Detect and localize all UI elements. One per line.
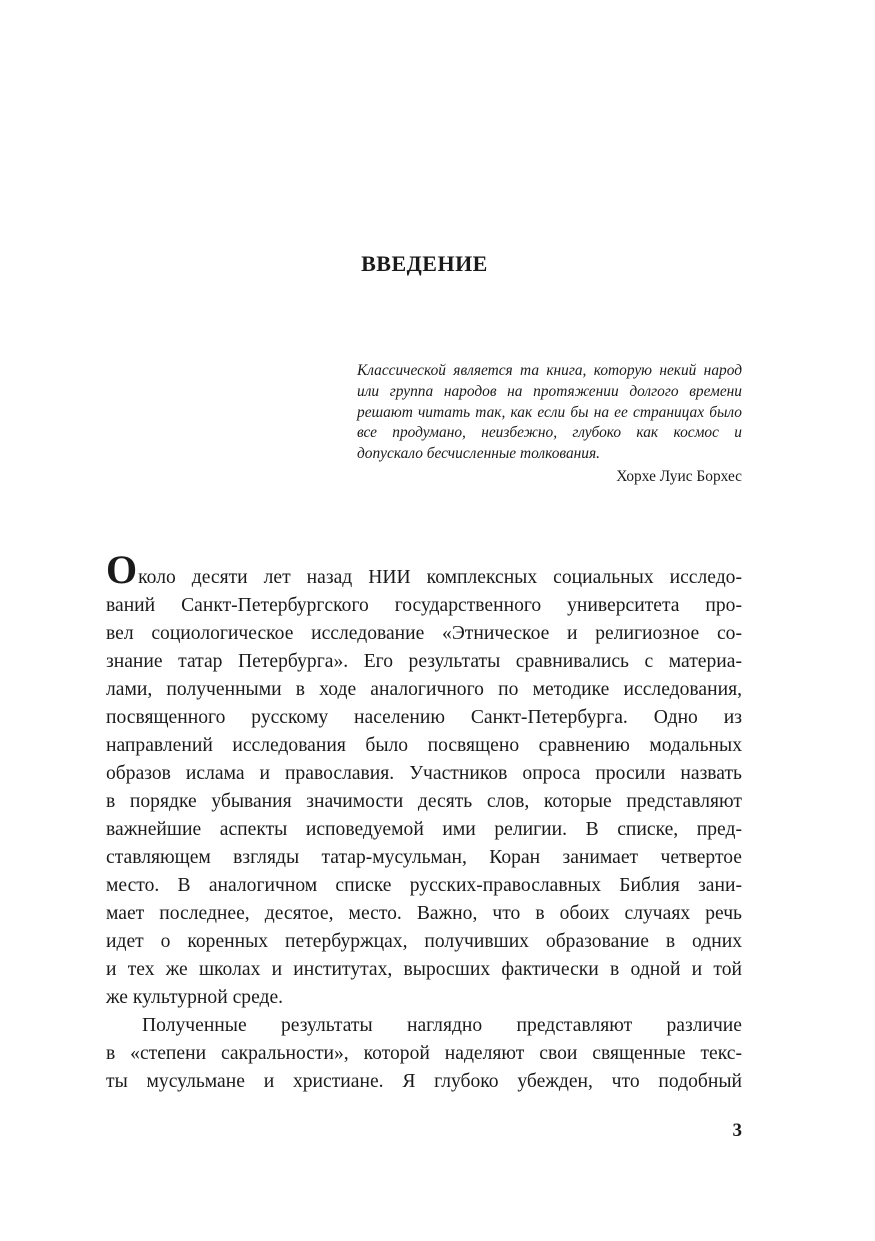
paragraph-line: Полученные результаты наглядно представляют различие [142,1015,742,1036]
page-number: 3 [732,1120,742,1141]
paragraph-line: посвященного русскому населению Санкт-Петербурга. Одно из [106,707,742,728]
paragraph-2 [106,1012,742,1096]
paragraph-line: место. В аналогичном списке русских-православных Библия зани- [106,875,742,896]
epigraph [357,361,742,487]
paragraph-line: лами, полученными в ходе аналогичного по методике исследования, [106,679,742,700]
paragraph-line: образов ислама и православия. Участников опроса просили назвать [106,763,742,784]
body-text [106,547,742,1096]
paragraph-line: мает последнее, десятое, место. Важно, что в обоих случаях речь [106,903,742,924]
paragraph-line: вел социологическое исследование «Этническое и религиозное со- [106,623,742,644]
paragraph-line: знание татар Петербурга». Его результаты сравнивались с материа- [106,651,742,672]
paragraph-line: в порядке убывания значимости десять слов, которые представляют [106,791,742,812]
drop-cap: О [106,547,138,592]
paragraph-line: и тех же школах и институтах, выросших фактически в одной и той [106,959,742,980]
paragraph-line: идет о коренных петербуржцах, получивших образование в одних [106,931,742,952]
paragraph-line: в «степени сакральности», которой наделяют свои священные текс- [106,1043,742,1064]
chapter-title: ВВЕДЕНИЕ [361,251,488,276]
epigraph-quote: Классической является та книга, которую некий народ или группа народов на протяжении долгого времени решают читать так, как если бы на ее страницах было все продумано, неизбежно, глубоко как космос и допускало бесчисленные толкования. [357,362,742,463]
paragraph-line: ты мусульмане и христиане. Я глубоко убежден, что подобный [106,1071,742,1092]
paragraph-1 [106,547,742,1012]
paragraph-line: Около десяти лет назад НИИ комплексных социальных исследо- [106,547,742,592]
paragraph-line: важнейшие аспекты исповедуемой ими религии. В списке, пред- [106,819,742,840]
paragraph-line: направлений исследования было посвящено сравнению модальных [106,735,742,756]
paragraph-line: ваний Санкт-Петербургского государственного университета про- [106,595,742,616]
paragraph-line: ставляющем взгляды татар-мусульман, Коран занимает четвертое [106,847,742,868]
epigraph-author: Хорхе Луис Борхес [616,467,742,485]
paragraph-line: же культурной среде. [106,987,284,1008]
